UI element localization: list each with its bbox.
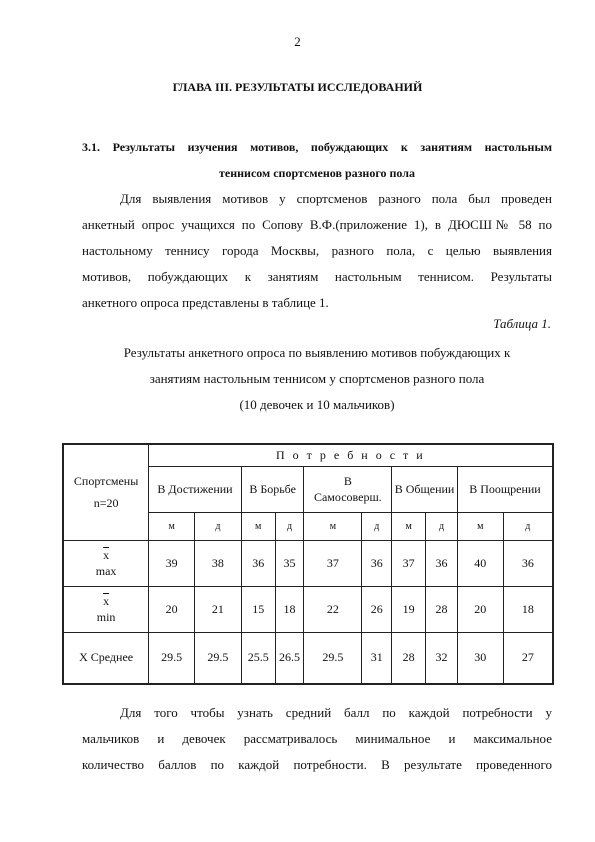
table-cell: 36 (241, 540, 275, 586)
table-cell: 31 (362, 632, 392, 684)
table-row-mean (63, 632, 553, 684)
need-header-self-improvement (304, 466, 392, 512)
table-cell: 21 (195, 586, 242, 632)
paragraph-1-line-2: анкетный опрос учащихся по Сопову В.Ф.(приложение 1), в ДЮСШ№ 58 по (82, 217, 552, 232)
table-cell: 28 (392, 632, 426, 684)
gender-d: д (426, 512, 458, 540)
table-cell: 28 (426, 586, 458, 632)
table-cell: 29.5 (149, 632, 195, 684)
table-caption-line-1: Результаты анкетного опроса по выявлению мотивов побуждающих к (123, 345, 511, 360)
table-cell: 18 (503, 586, 553, 632)
table-caption-line-2: занятиям настольным теннисом у спортсменов разного пола (149, 371, 485, 386)
need-header-label: В Борьбе (249, 482, 296, 496)
row-header-cell (63, 444, 149, 540)
paragraph-1-line-3: настольному теннису города Москвы, разного пола, с целью выявления (82, 243, 552, 258)
table-cell: 38 (195, 540, 242, 586)
table-cell: 39 (149, 540, 195, 586)
table-cell: 36 (362, 540, 392, 586)
table-cell: 35 (275, 540, 304, 586)
table-cell: 32 (426, 632, 458, 684)
table-cell: 37 (392, 540, 426, 586)
paragraph-1-line-1: Для выявления мотивов у спортсменов разного пола был проведен (120, 191, 552, 206)
paragraph-1-line-4: мотивов, побуждающих к занятиям настольным теннисом. Результаты (82, 269, 552, 284)
needs-group-header: П о т р е б н о с т и (149, 444, 553, 466)
row-header-title: Спортсмены (73, 474, 139, 489)
gender-m: м (304, 512, 362, 540)
gender-m: м (241, 512, 275, 540)
row-label-max (63, 540, 149, 586)
page-number: 2 (294, 34, 301, 49)
row-label-mean: X Среднее (63, 632, 149, 684)
gender-d: д (195, 512, 242, 540)
need-header-label: В Поощрении (469, 482, 541, 496)
row-label-subscript: max (95, 563, 117, 578)
gender-m: м (149, 512, 195, 540)
paragraph-1-line-5: анкетного опроса представлены в таблице 1. (82, 295, 329, 310)
gender-d: д (362, 512, 392, 540)
need-header-achievement (149, 466, 242, 512)
table-cell: 36 (503, 540, 553, 586)
table-row-max (63, 540, 553, 586)
gender-d: д (503, 512, 553, 540)
table-row-min (63, 586, 553, 632)
paragraph-2-line-2: мальчиков и девочек рассматривалось минимальное и максимальное (82, 731, 552, 746)
table-cell: 26 (362, 586, 392, 632)
gender-m: м (392, 512, 426, 540)
table-cell: 20 (457, 586, 503, 632)
x-bar-symbol: $\overline{x}$ (103, 593, 110, 608)
table-cell: 19 (392, 586, 426, 632)
table-label: Таблица 1. (493, 316, 551, 331)
table-cell: 30 (457, 632, 503, 684)
table-cell: 36 (426, 540, 458, 586)
section-title-line-2: теннисом спортсменов разного пола (218, 166, 415, 180)
table-cell: 20 (149, 586, 195, 632)
table-cell: 26.5 (275, 632, 304, 684)
x-bar-symbol: $\overline{x}$ (103, 547, 110, 562)
results-table (62, 443, 554, 685)
need-header-label: В Общении (394, 482, 455, 496)
table-cell: 29.5 (195, 632, 242, 684)
need-header-encouragement (457, 466, 553, 512)
need-header-label: В Достижении (157, 482, 233, 496)
table-cell: 27 (503, 632, 553, 684)
row-label-min (63, 586, 149, 632)
need-header-communication (392, 466, 458, 512)
need-header-label: В (343, 474, 352, 488)
chapter-title: ГЛАВА III. РЕЗУЛЬТАТЫ ИССЛЕДОВАНИЙ (172, 80, 423, 94)
section-title-line-1: 3.1. Результаты изучения мотивов, побуждающих к занятиям настольным (82, 140, 552, 154)
table-group-header-row (63, 444, 553, 466)
gender-m: м (457, 512, 503, 540)
paragraph-2-line-3: количество баллов по каждой потребности. В результате проведенного (82, 757, 552, 772)
table-cell: 18 (275, 586, 304, 632)
paragraph-2-line-1: Для того чтобы узнать средний балл по каждой потребности у (120, 705, 552, 720)
table-cell: 15 (241, 586, 275, 632)
table-cell: 22 (304, 586, 362, 632)
need-header-label-second-line: Самосоверш. (313, 490, 382, 504)
table-cell: 29.5 (304, 632, 362, 684)
table-cell: 25.5 (241, 632, 275, 684)
gender-d: д (275, 512, 304, 540)
need-header-struggle (241, 466, 304, 512)
table-cell: 37 (304, 540, 362, 586)
table-cell: 40 (457, 540, 503, 586)
table-caption-line-3: (10 девочек и 10 мальчиков) (239, 397, 395, 412)
row-label-subscript: min (96, 609, 116, 624)
row-header-count: n=20 (93, 496, 119, 511)
